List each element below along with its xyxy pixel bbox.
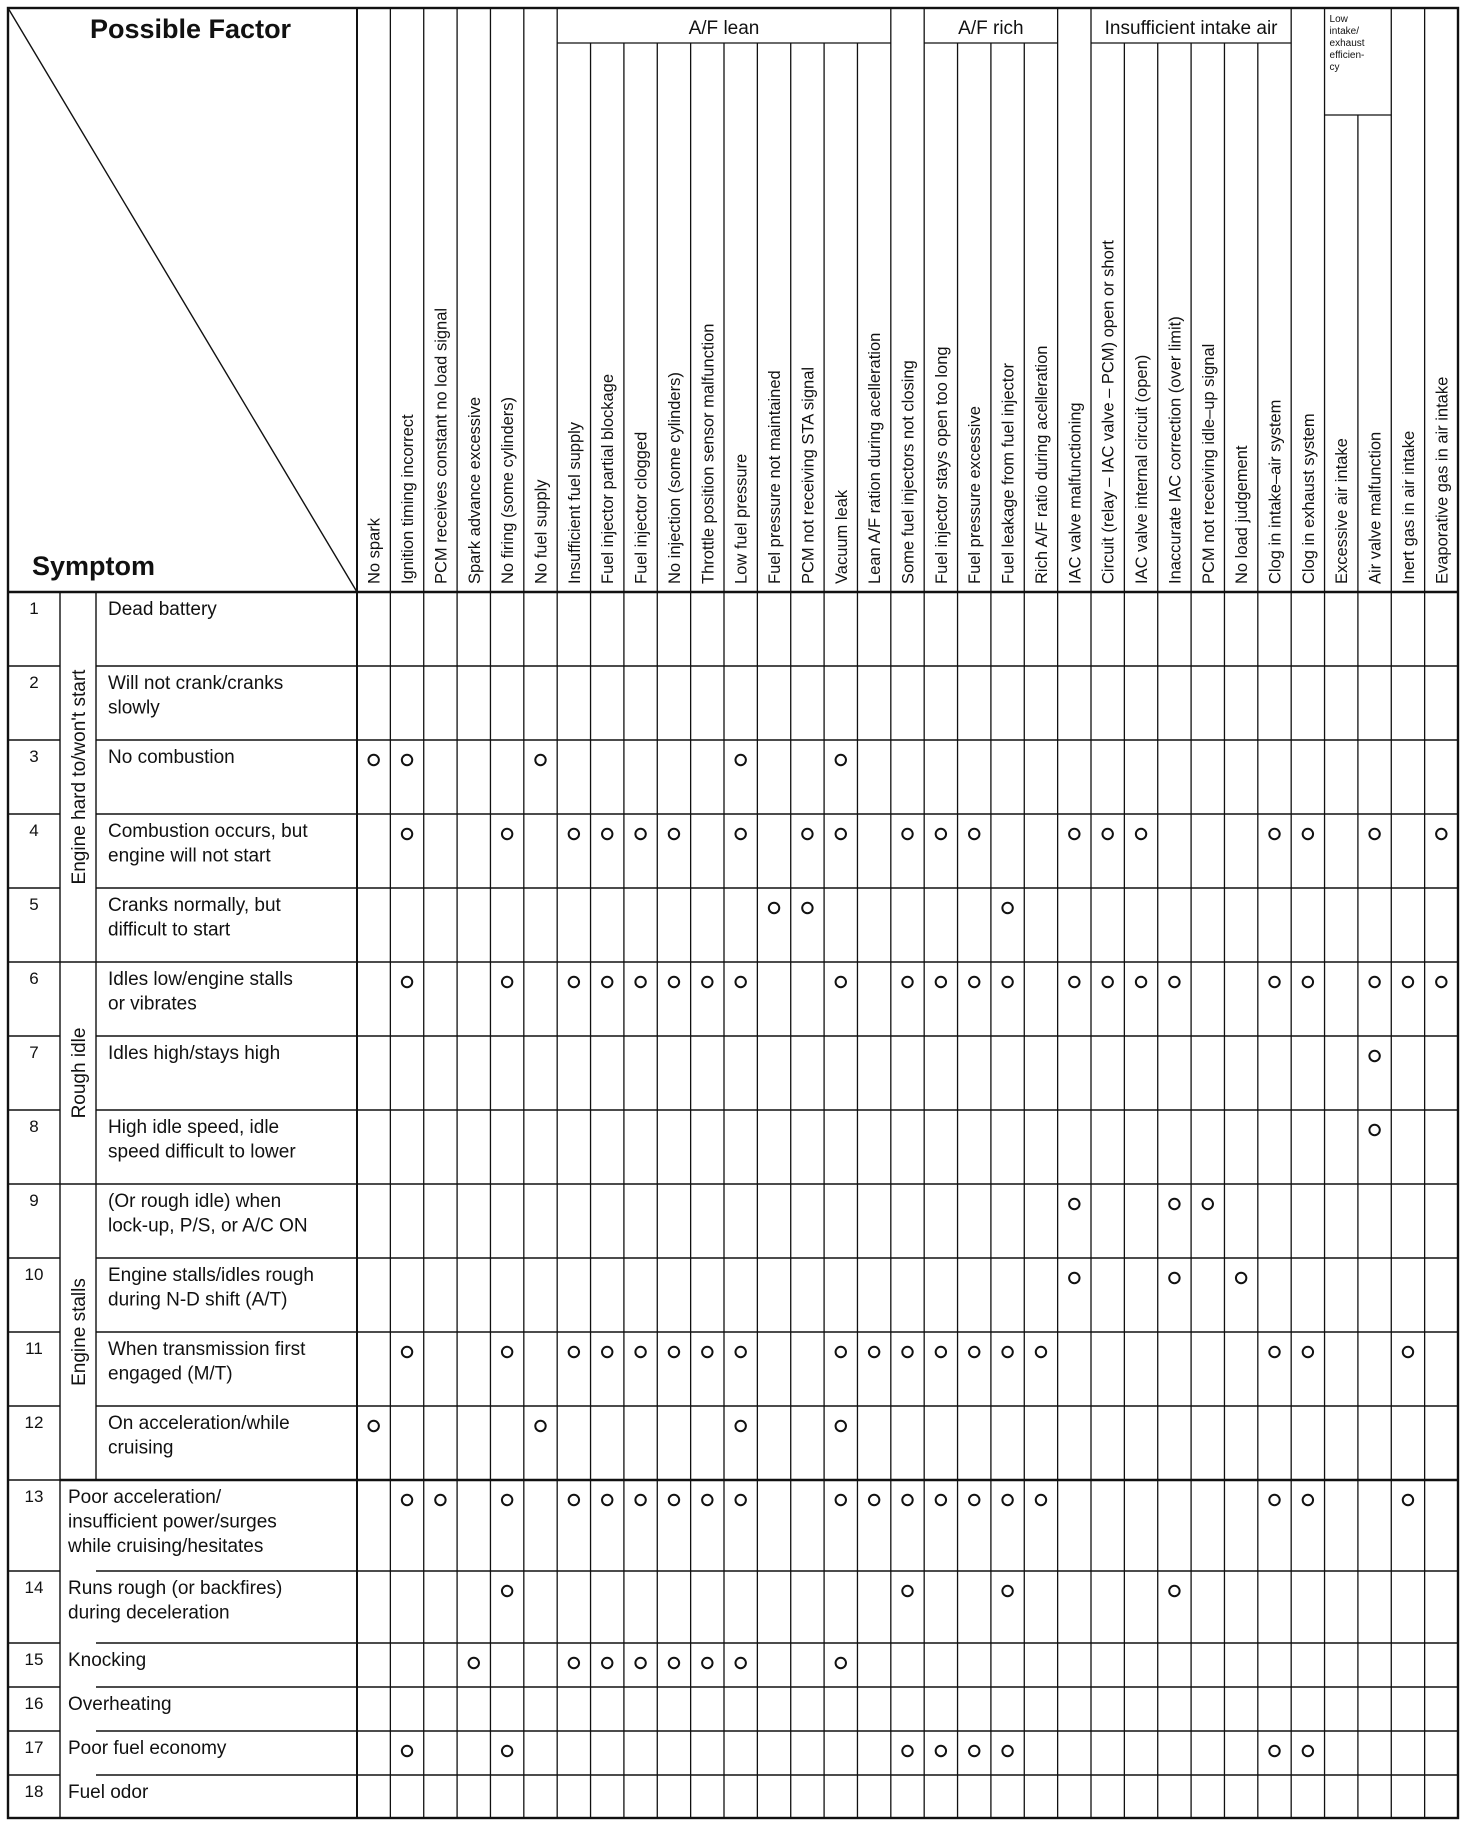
factor-mark	[902, 1746, 912, 1756]
group-label: exhaust	[1329, 38, 1365, 49]
symptom-heading: Symptom	[32, 551, 156, 581]
factor-mark	[502, 1495, 512, 1505]
factor-label: Inert gas in air intake	[1399, 430, 1418, 584]
category-label: Engine hard to/won't start	[69, 669, 90, 885]
factor-mark	[1369, 977, 1379, 987]
factor-mark	[735, 829, 745, 839]
factor-mark	[869, 1495, 879, 1505]
factor-label: Inaccurate IAC correction (over limit)	[1166, 316, 1185, 584]
factor-label: Insufficient fuel supply	[565, 421, 584, 584]
factor-mark	[502, 977, 512, 987]
factor-mark	[502, 829, 512, 839]
factor-mark	[769, 903, 779, 913]
factor-mark	[602, 977, 612, 987]
factor-mark	[1069, 977, 1079, 987]
symptom-label: or vibrates	[108, 993, 197, 1015]
symptom-label: Fuel odor	[68, 1782, 149, 1803]
factor-mark	[735, 755, 745, 765]
factor-mark	[1102, 977, 1112, 987]
factor-label: IAC valve internal circuit (open)	[1133, 354, 1152, 584]
row-number: 7	[29, 1043, 39, 1062]
factor-mark	[1036, 1495, 1046, 1505]
factor-mark	[802, 903, 812, 913]
factor-mark	[1303, 1495, 1313, 1505]
factor-mark	[602, 829, 612, 839]
factor-label: Clog in exhaust system	[1299, 413, 1318, 584]
factor-mark	[1269, 977, 1279, 987]
symptom-label: engaged (M/T)	[108, 1363, 233, 1385]
row-number: 10	[24, 1265, 44, 1284]
category-label: Engine stalls	[69, 1278, 90, 1386]
row-number: 11	[25, 1339, 43, 1358]
factor-mark	[735, 1658, 745, 1668]
factor-mark	[1169, 1586, 1179, 1596]
factor-mark	[502, 1746, 512, 1756]
factor-label: Low fuel pressure	[732, 453, 751, 584]
symptom-label: insufficient power/surges	[68, 1511, 277, 1533]
factor-mark	[535, 1421, 545, 1431]
factor-mark	[836, 977, 846, 987]
factor-mark	[1002, 1746, 1012, 1756]
factor-mark	[735, 977, 745, 987]
factor-label: PCM receives constant no load signal	[432, 307, 451, 584]
factor-mark	[402, 755, 412, 765]
group-label: cy	[1329, 62, 1340, 73]
factor-mark	[569, 829, 579, 839]
symptom-label: No combustion	[108, 747, 235, 768]
row-number: 15	[24, 1650, 44, 1669]
factor-mark	[669, 977, 679, 987]
factor-mark	[969, 977, 979, 987]
factor-mark	[602, 1658, 612, 1668]
symptom-label: Engine stalls/idles rough	[108, 1265, 314, 1286]
factor-label: Lean A/F ration during acelleration	[866, 332, 885, 584]
factor-mark	[402, 1746, 412, 1756]
factor-mark	[635, 1347, 645, 1357]
factor-label: No load judgement	[1233, 445, 1252, 584]
factor-mark	[1303, 1347, 1313, 1357]
row-number: 9	[29, 1191, 39, 1210]
factor-mark	[1002, 903, 1012, 913]
factor-mark	[1169, 1273, 1179, 1283]
group-label: A/F lean	[688, 18, 760, 39]
row-number: 14	[24, 1578, 44, 1597]
symptom-label: Overheating	[68, 1694, 172, 1715]
factor-mark	[1369, 1125, 1379, 1135]
group-label: intake/	[1329, 26, 1360, 37]
factor-mark	[635, 1495, 645, 1505]
factor-label: Fuel injector stays open too long	[932, 346, 951, 584]
symptom-label: Dead battery	[108, 599, 217, 620]
symptom-label: On acceleration/while	[108, 1413, 290, 1434]
factor-mark	[402, 1495, 412, 1505]
factor-mark	[1069, 1273, 1079, 1283]
factor-mark	[802, 829, 812, 839]
row-number: 8	[29, 1117, 39, 1136]
symptom-label: Poor fuel economy	[68, 1738, 227, 1759]
row-number: 5	[29, 895, 39, 914]
factor-label: Circuit (relay – IAC valve – PCM) open or short	[1099, 240, 1118, 584]
row-number: 4	[29, 821, 39, 840]
row-number: 6	[29, 969, 39, 988]
factor-mark	[635, 829, 645, 839]
factor-mark	[969, 1746, 979, 1756]
factor-label: Fuel leakage from fuel injector	[999, 362, 1018, 584]
row-number: 17	[24, 1738, 44, 1757]
symptom-label: during deceleration	[68, 1602, 230, 1624]
symptom-label: Cranks normally, but	[108, 895, 281, 916]
header-diagonal	[8, 8, 357, 592]
factor-mark	[368, 1421, 378, 1431]
factor-mark	[1369, 1051, 1379, 1061]
factor-mark	[1002, 1347, 1012, 1357]
factor-mark	[1403, 1347, 1413, 1357]
factor-mark	[1069, 1199, 1079, 1209]
factor-mark	[1203, 1199, 1213, 1209]
symptom-label: Idles low/engine stalls	[108, 969, 293, 990]
group-label: Insufficient intake air	[1104, 18, 1278, 39]
symptom-label: (Or rough idle) when	[108, 1191, 282, 1212]
factor-mark	[1002, 977, 1012, 987]
factor-label: Some fuel injectors not closing	[899, 360, 918, 584]
symptom-label: High idle speed, idle	[108, 1117, 280, 1138]
factor-mark	[936, 1347, 946, 1357]
factor-label: Throttle position sensor malfunction	[699, 323, 718, 584]
factor-mark	[635, 977, 645, 987]
factor-label: No firing (some cylinders)	[499, 396, 518, 584]
symptom-label: Will not crank/cranks	[108, 673, 284, 694]
factor-label: Fuel pressure excessive	[966, 406, 985, 584]
symptom-label: while cruising/hesitates	[68, 1536, 264, 1557]
factor-mark	[435, 1495, 445, 1505]
factor-mark	[502, 1347, 512, 1357]
factor-mark	[402, 1347, 412, 1357]
row-number: 16	[24, 1694, 44, 1713]
symptom-label: Runs rough (or backfires)	[68, 1578, 283, 1599]
row-number: 18	[24, 1782, 44, 1801]
factor-label: No spark	[365, 517, 384, 584]
factor-mark	[836, 1658, 846, 1668]
factor-mark	[836, 1421, 846, 1431]
factor-mark	[669, 1658, 679, 1668]
symptom-label: Knocking	[68, 1650, 147, 1671]
factor-mark	[902, 829, 912, 839]
symptom-label: slowly	[108, 697, 160, 719]
factor-mark	[735, 1495, 745, 1505]
factor-mark	[469, 1658, 479, 1668]
factor-mark	[1403, 977, 1413, 987]
factor-mark	[902, 1586, 912, 1596]
factor-mark	[1269, 1746, 1279, 1756]
factor-label: Fuel injector clogged	[632, 431, 651, 584]
possible-factor-heading: Possible Factor	[90, 14, 292, 44]
factor-mark	[702, 1658, 712, 1668]
factor-label: Fuel pressure not maintained	[766, 370, 785, 584]
factor-label: PCM not receiving idle–up signal	[1199, 343, 1218, 584]
factor-mark	[569, 1347, 579, 1357]
factor-mark	[402, 829, 412, 839]
factor-mark	[1069, 829, 1079, 839]
factor-mark	[1369, 829, 1379, 839]
factor-mark	[969, 1347, 979, 1357]
factor-mark	[569, 1658, 579, 1668]
factor-mark	[902, 977, 912, 987]
factor-mark	[936, 977, 946, 987]
factor-label: No fuel supply	[532, 479, 551, 584]
symptom-label: cruising	[108, 1437, 174, 1459]
factor-label: Ignition timing incorrect	[399, 414, 418, 584]
factor-mark	[1136, 977, 1146, 987]
row-number: 3	[29, 747, 39, 766]
factor-label: IAC valve malfunctioning	[1066, 402, 1085, 584]
factor-mark	[1269, 829, 1279, 839]
factor-mark	[735, 1421, 745, 1431]
factor-mark	[702, 1495, 712, 1505]
factor-mark	[1002, 1495, 1012, 1505]
group-label: efficien-	[1329, 50, 1365, 61]
factor-mark	[969, 1495, 979, 1505]
factor-label: Clog in intake–air system	[1266, 399, 1285, 584]
symptom-label: Poor acceleration/	[68, 1487, 222, 1508]
factor-label: No injection (some cylinders)	[665, 372, 684, 584]
factor-mark	[902, 1495, 912, 1505]
factor-mark	[368, 755, 378, 765]
factor-mark	[669, 829, 679, 839]
factor-mark	[936, 829, 946, 839]
factor-mark	[1169, 977, 1179, 987]
factor-mark	[1002, 1586, 1012, 1596]
factor-label: Vacuum leak	[832, 489, 851, 584]
category-label: Rough idle	[69, 1027, 90, 1119]
factor-label: Rich A/F ratio during acelleration	[1032, 345, 1051, 584]
factor-mark	[569, 1495, 579, 1505]
factor-mark	[735, 1347, 745, 1357]
symptom-label: Combustion occurs, but	[108, 821, 308, 842]
factor-mark	[1303, 1746, 1313, 1756]
symptom-label: When transmission first	[108, 1339, 306, 1360]
symptom-label: during N-D shift (A/T)	[108, 1289, 288, 1311]
factor-mark	[669, 1347, 679, 1357]
factor-mark	[1436, 977, 1446, 987]
group-label: A/F rich	[958, 18, 1024, 39]
factor-label: Excessive air intake	[1333, 438, 1352, 584]
factor-mark	[602, 1495, 612, 1505]
row-number: 12	[24, 1413, 44, 1432]
row-number: 13	[24, 1487, 44, 1506]
factor-mark	[1436, 829, 1446, 839]
group-label: Low	[1329, 14, 1348, 25]
factor-mark	[1269, 1347, 1279, 1357]
factor-mark	[836, 1495, 846, 1505]
factor-label: Evaporative gas in air intake	[1433, 376, 1452, 584]
row-number: 1	[29, 599, 39, 618]
factor-mark	[1102, 829, 1112, 839]
factor-mark	[1036, 1347, 1046, 1357]
factor-mark	[669, 1495, 679, 1505]
factor-mark	[936, 1495, 946, 1505]
factor-mark	[702, 1347, 712, 1357]
factor-mark	[1303, 829, 1313, 839]
factor-label: Air valve malfunction	[1366, 431, 1385, 584]
factor-mark	[1403, 1495, 1413, 1505]
row-number: 2	[29, 673, 39, 692]
factor-mark	[869, 1347, 879, 1357]
factor-mark	[1269, 1495, 1279, 1505]
factor-mark	[902, 1347, 912, 1357]
factor-mark	[836, 1347, 846, 1357]
symptom-label: difficult to start	[108, 919, 231, 941]
symptom-label: lock-up, P/S, or A/C ON	[108, 1215, 308, 1237]
factor-mark	[502, 1586, 512, 1596]
factor-mark	[535, 755, 545, 765]
factor-mark	[836, 829, 846, 839]
factor-mark	[1303, 977, 1313, 987]
factor-mark	[936, 1746, 946, 1756]
symptom-label: Idles high/stays high	[108, 1043, 281, 1064]
factor-mark	[1169, 1199, 1179, 1209]
symptom-label: speed difficult to lower	[108, 1141, 296, 1163]
factor-mark	[836, 755, 846, 765]
factor-mark	[635, 1658, 645, 1668]
factor-mark	[602, 1347, 612, 1357]
factor-mark	[969, 829, 979, 839]
factor-label: PCM not receiving STA signal	[799, 366, 818, 584]
factor-label: Fuel injector partial blockage	[599, 373, 618, 584]
factor-mark	[1136, 829, 1146, 839]
factor-mark	[402, 977, 412, 987]
factor-mark	[569, 977, 579, 987]
symptom-label: engine will not start	[108, 845, 271, 867]
factor-mark	[1236, 1273, 1246, 1283]
factor-label: Spark advance excessive	[465, 396, 484, 584]
factor-mark	[702, 977, 712, 987]
